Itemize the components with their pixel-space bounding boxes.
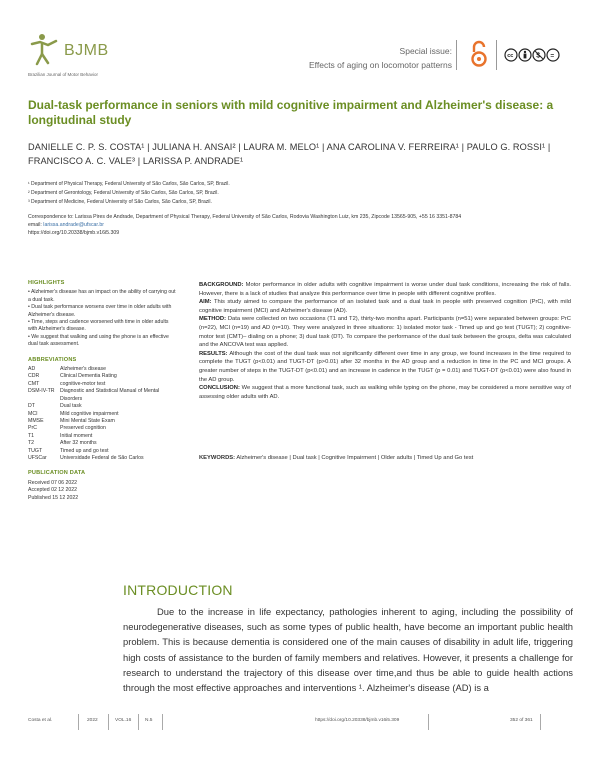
method-text: Data were collected on two occasions (T1 and T2), thirty-two months apart. Participants (n=51) were separated between groups: PrC (n=22), MCI (n=19) and AD (n=10). They were analyzed in three situations: 1) isolated motor task - Timed up and go test (TUGT); 2) cognitive-motor test (CMT)– dialing on a phone; 3) dual task (DT). To compare the performance of the dual task between the groups, delta was calculated and the ANCOVA test was applied. [199, 316, 571, 349]
email-line [28, 221, 548, 229]
publication-data [28, 470, 178, 502]
running-figure-icon [28, 32, 62, 66]
abbreviation-value: Universidade Federal de São Carlos [60, 454, 144, 461]
abbreviation-key: MCI [28, 410, 38, 417]
abstract [199, 281, 571, 401]
footer-divider [428, 714, 429, 730]
abbreviation-key: MMSE [28, 417, 44, 424]
affiliations [28, 180, 568, 207]
accepted-date: Accepted 02 12 2022 [28, 487, 78, 494]
abbreviation-row [28, 403, 178, 410]
creative-commons-icon [504, 48, 574, 62]
abbreviation-row [28, 366, 178, 373]
article-title: Dual-task performance in seniors with mild cognitive impairment and Alzheimer's disease: a longitudinal study [28, 98, 554, 127]
email-link[interactable]: larissa.andrade@ufscar.br [43, 222, 104, 228]
abbreviation-value: Alzheimer's disease [60, 366, 106, 373]
abstract-background [199, 281, 571, 298]
received-date: Received 07 06 2022 [28, 479, 78, 486]
footer-volume: VOL.16 [115, 718, 132, 723]
abbreviation-row [28, 418, 178, 425]
abbreviation-list [28, 366, 178, 462]
highlight-item: • We suggest that walking and using the phone is an effective dual task assessment. [28, 333, 169, 348]
abbreviation-key: DSM-IV-TR [28, 388, 55, 395]
abbreviation-row [28, 440, 178, 447]
abbreviation-value: Diagnostic and Statistical Manual of Mental Disorders [60, 388, 160, 402]
method-label: METHOD: [199, 316, 227, 323]
keywords-text: Alzheimer's disease | Dual task | Cognitive Impairment | Older adults | Timed Up and Go test [236, 455, 474, 461]
background-label: BACKGROUND: [199, 282, 244, 288]
conclusion-text: We suggest that a more functional task, such as walking while typing on the phone, may be considered a more sensitive way of assessing older adults with AD. [199, 385, 571, 400]
header-divider-2 [496, 40, 497, 70]
abbreviation-value: Preserved cognition [60, 425, 106, 432]
publication-heading: PUBLICATION DATA [28, 470, 86, 477]
affiliation: ¹ Department of Physical Therapy, Federal University of São Carlos, São Carlos, SP, Brazil. [28, 181, 230, 187]
conclusion-label: CONCLUSION: [199, 385, 240, 392]
introduction-body [123, 604, 573, 695]
abbreviation-value: After 32 months [60, 440, 97, 447]
journal-subtitle: Brazilian Journal of Motor Behavior [28, 72, 99, 77]
affiliation: ³ Department of Medicine, Federal University of São Carlos, São Carlos, SP, Brazil. [28, 199, 212, 205]
abbreviation-key: T1 [28, 432, 35, 439]
authors: DANIELLE C. P. S. COSTA¹ | JULIANA H. ANSAI² | LAURA M. MELO¹ | ANA CAROLINA V. FERREIRA¹ | PAULO G. ROSSI¹ | FRANCISCO A. C. VALE³ | LARISSA P. ANDRADE¹ [28, 142, 551, 166]
footer-divider [108, 714, 109, 730]
special-issue-label: Special issue: [399, 46, 452, 56]
abbreviation-row [28, 411, 178, 418]
abstract-conclusion [199, 384, 571, 401]
special-issue-title: Effects of aging on locomotor patterns [308, 60, 452, 70]
abbreviation-row [28, 373, 178, 380]
highlight-item: • Dual task performance worsens over time in older adults with Alzheimer's disease. [28, 304, 172, 318]
abbreviation-row [28, 433, 178, 440]
footer-divider [540, 714, 541, 730]
abbreviation-key: CMT [28, 380, 40, 387]
abbreviation-key: TUGT [28, 447, 43, 454]
svg-text:=: = [550, 52, 555, 60]
abbreviation-key: PrC [28, 425, 37, 432]
footer-pages: 352 of 361 [510, 718, 533, 723]
keywords-label: KEYWORDS: [199, 455, 236, 461]
correspondence-text: Correspondence to: Larissa Pires de Andrade, Department of Physical Therapy, Federal University of São Carlos, Rodovia Washington Luiz, km 235, Zipcode 13565-905, +55 16 3351-8784 [28, 214, 462, 220]
abbreviation-key: DT [28, 403, 35, 410]
svg-text:$: $ [536, 52, 541, 60]
abbreviation-value: Dual task [60, 403, 82, 410]
footer-year: 2022 [87, 718, 98, 723]
footer-number: N.5 [145, 718, 153, 723]
highlight-item: • Alzheimer's disease has an impact on the ability of carrying out a dual task. [28, 289, 176, 303]
footer-author: Costa et al. [28, 718, 53, 723]
abbreviation-row [28, 448, 178, 455]
abbreviations [28, 357, 178, 463]
abbreviation-value: Clinical Dementia Rating [60, 373, 117, 380]
open-access-icon [470, 40, 488, 68]
highlights-heading: HIGHLIGHTS [28, 280, 65, 286]
abbreviation-key: UFSCar [28, 454, 47, 461]
doi-link[interactable]: https://doi.org/10.20338/bjmb.v16i5.309 [28, 230, 120, 236]
abbreviation-value: Timed up and go test [60, 447, 109, 454]
aim-text: This study aimed to compare the performance of an isolated task and a dual task in people with preserved cognition (PrC), with mild cognitive impairment (MCI) and Alzheimer's disease (AD). [199, 299, 571, 314]
published-date: Published 15 12 2022 [28, 494, 79, 501]
sidebar-column [28, 280, 178, 502]
abbreviation-row [28, 381, 178, 388]
introduction-paragraph: Due to the increase in life expectancy, pathologies inherent to aging, including the possibility of neurodegenerative diseases, such as some types of public health, have become an important public health problem. This is because dementia is considered one of the main causes of disability in adult life, triggering high costs of assistance to the burden of family members and relatives. However, it presents a challenge for research to understand the trajectory of this disease over time,and thus be able to guide health actions through the most effective approaches and interventions ¹. Alzheimer's disease (AD) is a [123, 606, 573, 694]
affiliation: ² Department of Gerontology, Federal University of São Carlos, São Carlos, SP, Brazil. [28, 190, 219, 196]
abbreviation-value: Mild cognitive impairment [60, 410, 119, 417]
email-label: email: [28, 222, 42, 228]
introduction-heading: INTRODUCTION [123, 582, 233, 598]
abbreviation-key: T2 [28, 440, 35, 447]
abbreviation-row [28, 388, 178, 403]
abbreviation-key: AD [28, 366, 36, 373]
aim-label: AIM: [199, 299, 212, 306]
results-text: Although the cost of the dual task was not significantly different over time in any group, we found increases in the time required to complete the TUGT (p<0.01) and TUGT-DT (p>0.01) after 32 months in the AD group and a reduction in time in the PC and MCI groups. A greater number of steps in the TUGT-DT (p<0.01) and an increase in cadence in the TUGT (p = 0.01) and TUGT-DT (p<0.01) were also found in the AD group. [199, 350, 571, 383]
abbreviation-row [28, 425, 178, 432]
abbreviation-value: Initial moment [60, 432, 93, 439]
correspondence [28, 213, 548, 237]
svg-text:cc: cc [507, 53, 514, 60]
footer-divider [162, 714, 163, 730]
abbreviations-heading: ABBREVIATIONS [28, 356, 77, 363]
journal-logo [28, 32, 138, 76]
highlight-item: • Time, steps and cadence worsened with time in older adults with Alzheimer's disease. [28, 319, 169, 333]
abstract-aim [199, 298, 571, 315]
abbreviation-row [28, 455, 178, 462]
abstract-method [199, 315, 571, 349]
journal-name: BJMB [64, 42, 109, 59]
results-label: RESULTS: [199, 350, 228, 357]
background-text: Motor performance in older adults with cognitive impairment is worse under dual task conditions, increasing the risk of falls. However, there is a lack of studies that analyze this performance over time in people with different cognitive profiles. [199, 282, 571, 297]
abstract-results [199, 350, 571, 384]
abbreviation-value: Mini Mental State Exam [60, 417, 115, 424]
footer-divider [78, 714, 79, 730]
header-divider [456, 40, 457, 70]
footer-divider [138, 714, 139, 730]
footer-doi[interactable]: https://doi.org/10.20338/bjmb.v16i5.309 [315, 718, 400, 723]
abbreviation-key: CDR [28, 373, 40, 380]
keywords [199, 454, 571, 462]
special-issue [309, 44, 452, 72]
abbreviation-value: cognitive-motor test [60, 380, 106, 387]
